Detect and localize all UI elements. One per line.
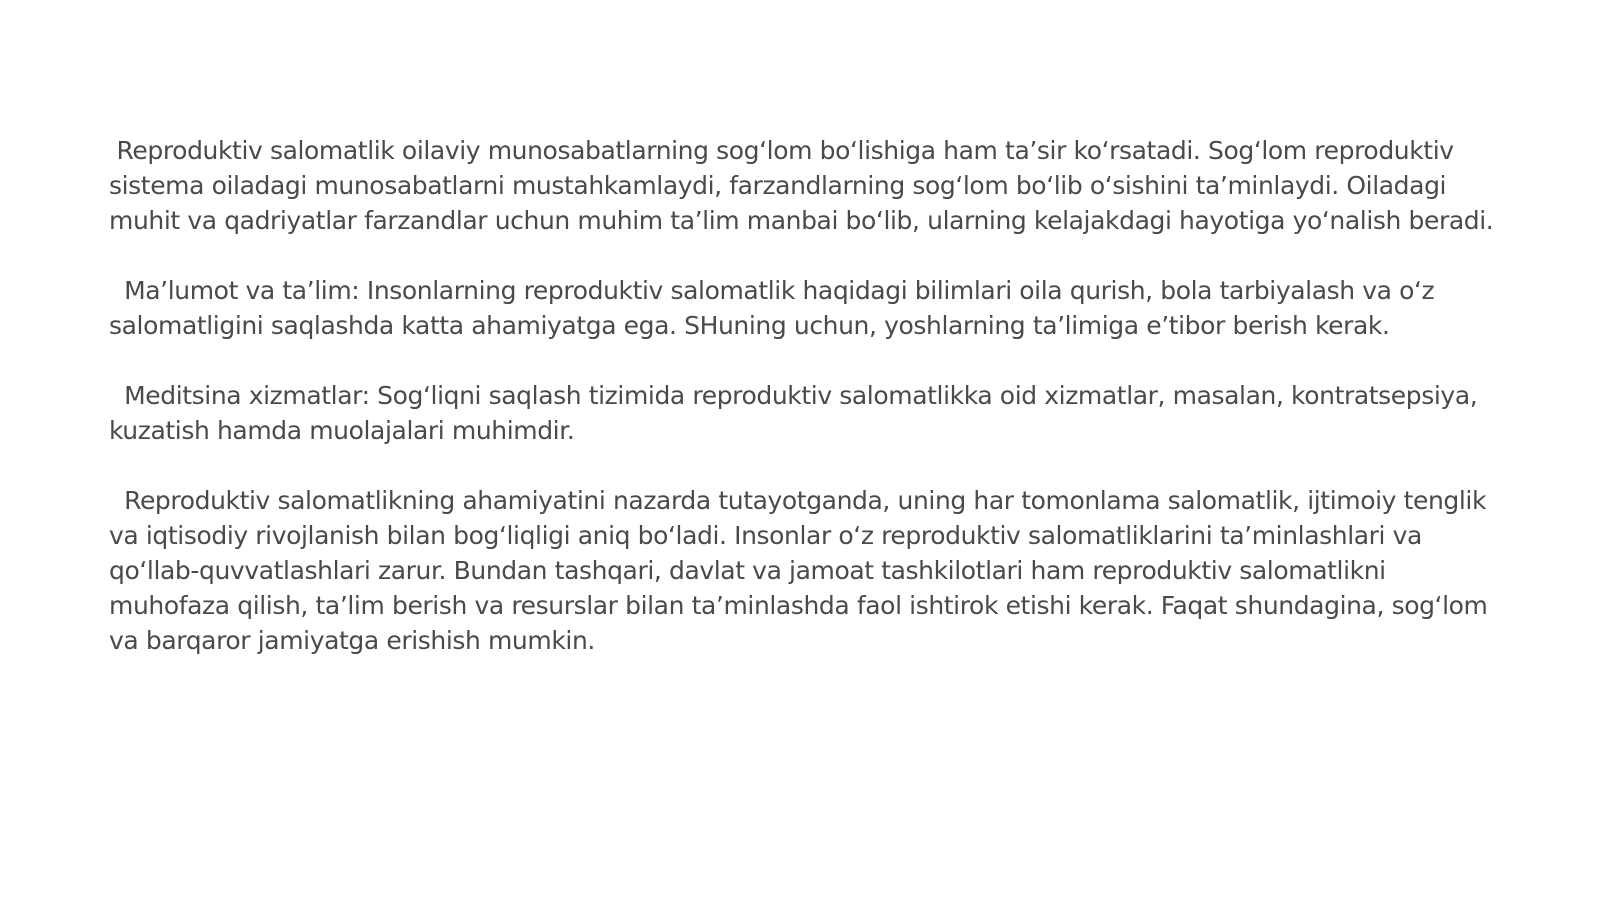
paragraph-information-education: Ma’lumot va ta’lim: Insonlarning reproduktiv salomatlik haqidagi bilimlari oila qurish, bola tarbiyalash va o‘z salomatligini saqlashda katta ahamiyatga ega. SHuning uchun, yoshlarning ta’limiga e’tibor berish kerak. (109, 276, 1442, 340)
paragraph-medical-services: Meditsina xizmatlar: Sog‘liqni saqlash tizimida reproduktiv salomatlikka oid xizmatlar, masalan, kontratsepsiya, kuzatish hamda muolajalari muhimdir. (109, 381, 1485, 445)
paragraph-family-relations: Reproduktiv salomatlik oilaviy munosabatlarning sog‘lom bo‘lishiga ham ta’sir ko‘rsatadi. Sog‘lom reproduktiv sistema oiladagi munosabatlarni mustahkamlaydi, farzandlarning sog‘lom bo‘lib o‘sishini ta’minlaydi. Oiladagi muhit va qadriyatlar farzandlar uchun muhim ta’lim manbai bo‘lib, ularning kelajakdagi hayotiga yo‘nalish beradi. (109, 136, 1494, 235)
body-text (109, 133, 1509, 658)
paragraph-conclusion: Reproduktiv salomatlikning ahamiyatini nazarda tutayotganda, uning har tomonlama salomatlik, ijtimoiy tenglik va iqtisodiy rivojlanish bilan bog‘liqligi aniq bo‘ladi. Insonlar o‘z reproduktiv salomatliklarini ta’minlashlari va qo‘llab-quvvatlashlari zarur. Bundan tashqari, davlat va jamoat tashkilotlari ham reproduktiv salomatlikni muhofaza qilish, ta’lim berish va resurslar bilan ta’minlashda faol ishtirok etishi kerak. Faqat shundagina, sog‘lom va barqaror jamiyatga erishish mumkin. (109, 486, 1496, 655)
